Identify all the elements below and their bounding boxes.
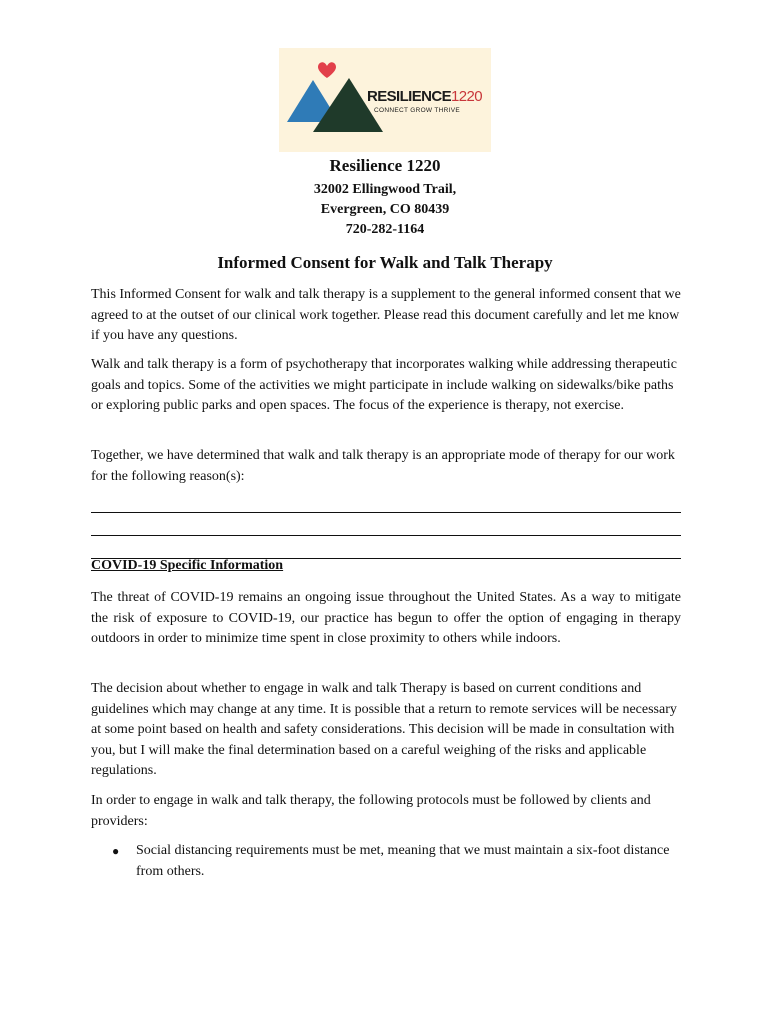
covid-decision-paragraph: The decision about whether to engage in walk and talk Therapy is based on current conditions and guidelines which may change at any time. It is possible that a return to remote services will be necessary at some point based on health and safety considerations. This decision will be made in consultation with you, but I will make the final determination based on a careful weighing of the risks and applicable regulations.	[91, 681, 677, 778]
logo-tagline: CONNECT GROW THRIVE	[374, 107, 460, 114]
covid-threat-paragraph: The threat of COVID-19 remains an ongoing issue throughout the United States. As a way to mitigate the risk of exposure to COVID-19, our practice has begun to offer the option of engaging in therapy outdoors in order to minimize time spent in close proximity to others while indoors.	[91, 590, 681, 646]
org-name: Resilience 1220	[329, 156, 441, 175]
phone-number: 720-282-1164	[345, 222, 425, 237]
list-item	[110, 841, 670, 882]
document-title: Informed Consent for Walk and Talk Therapy	[217, 253, 553, 272]
address-line-2: Evergreen, CO 80439	[320, 202, 450, 217]
blank-line[interactable]	[91, 536, 681, 559]
resilience-logo	[279, 48, 491, 152]
protocol-list	[110, 841, 670, 882]
address-line-1: 32002 Ellingwood Trail,	[313, 182, 457, 197]
heart-icon	[318, 62, 336, 78]
protocol-text: Social distancing requirements must be met, meaning that we must maintain a six-foot distance from others.	[136, 843, 670, 879]
reasons-blank-lines[interactable]	[91, 490, 681, 559]
protocols-intro-paragraph: In order to engage in walk and talk therapy, the following protocols must be followed by clients and providers:	[91, 793, 651, 829]
bullet-icon: ●	[112, 844, 120, 858]
definition-paragraph: Walk and talk therapy is a form of psychotherapy that incorporates walking while addressing therapeutic goals and topics. Some of the activities we might participate in include walking on sidewalks/bike paths or exploring public parks and open spaces. The focus of the experience is therapy, not exercise.	[91, 357, 677, 413]
blank-line[interactable]	[91, 490, 681, 513]
blank-line[interactable]	[91, 513, 681, 536]
logo-wordmark: RESILIENCE1220	[367, 88, 482, 105]
reasons-paragraph: Together, we have determined that walk and talk therapy is an appropriate mode of therapy for our work for the following reason(s):	[91, 448, 675, 484]
intro-paragraph: This Informed Consent for walk and talk therapy is a supplement to the general informed consent that we agreed to at the outset of our clinical work together. Please read this document carefully and let me know if you have any questions.	[91, 287, 681, 343]
covid-section-heading: COVID-19 Specific Information	[91, 558, 284, 573]
